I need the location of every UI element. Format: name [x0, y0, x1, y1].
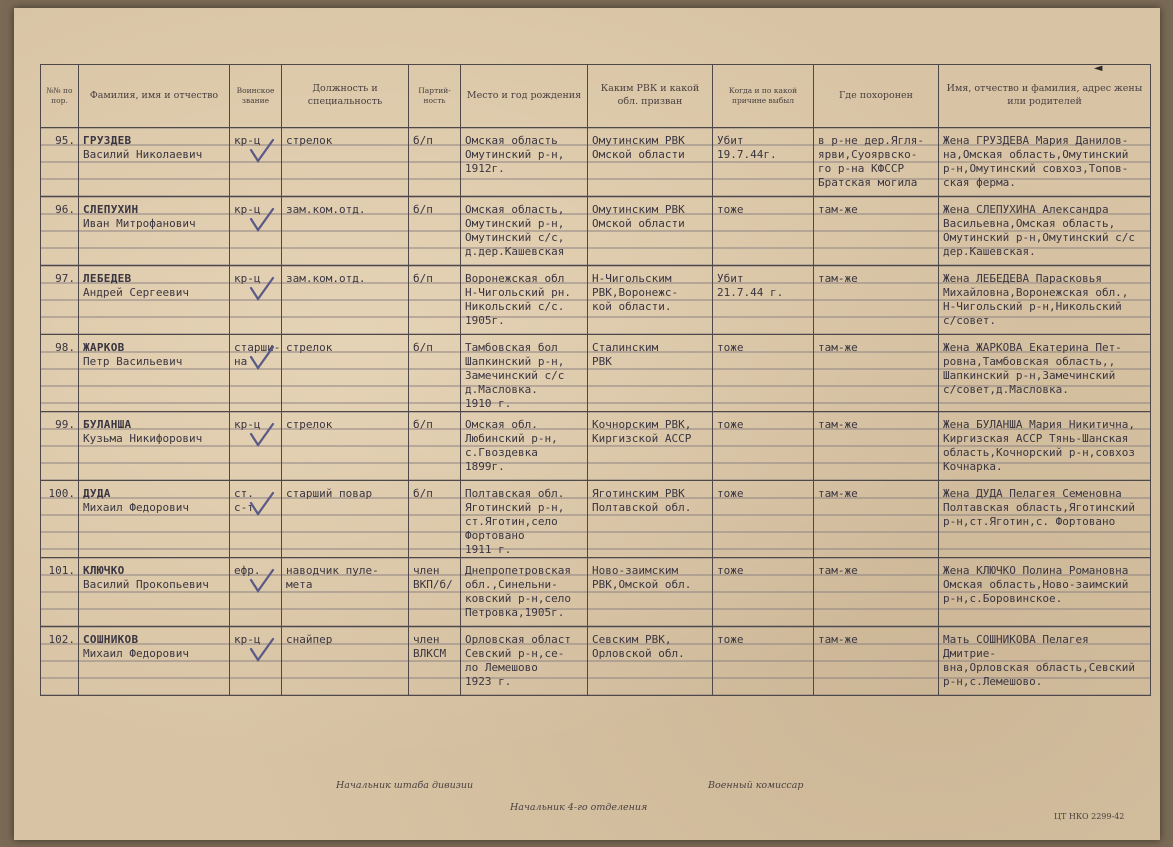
- cell-when-text: тоже: [717, 487, 744, 500]
- given-names: Петр Васильевич: [83, 355, 183, 368]
- footer-dept-chief: Начальник 4-го отделения: [510, 802, 648, 813]
- cell-buried: [814, 627, 939, 696]
- cell-name: [79, 558, 230, 627]
- casualty-register-table: [40, 64, 1151, 696]
- cell-rvk: [588, 558, 713, 627]
- header-party: Партий-ность: [409, 65, 461, 128]
- cell-when-text: тоже: [717, 418, 744, 431]
- table-row: [41, 558, 1151, 627]
- header-num: №№ по пор.: [41, 65, 79, 128]
- surname: СЛЕПУХИН: [83, 203, 139, 216]
- cell-party: [409, 335, 461, 412]
- cell-rank-text: ст. с-т: [234, 487, 254, 514]
- cell-party: [409, 627, 461, 696]
- cell-rank: [230, 266, 282, 335]
- cell-rvk: [588, 266, 713, 335]
- cell-name: [79, 128, 230, 197]
- cell-birth: [461, 558, 588, 627]
- cell-party-text: б/п: [413, 341, 433, 354]
- cell-birth-text: Омская область, Омутинский р-н, Омутинский с/с, д.дер.Кашевская: [465, 203, 565, 258]
- cell-relatives: [939, 197, 1151, 266]
- cell-when-text: тоже: [717, 203, 744, 216]
- cell-num: [41, 266, 79, 335]
- header-rvk: Каким РВК и какой обл. призван: [588, 65, 713, 128]
- cell-position: [282, 335, 409, 412]
- cell-rank: [230, 128, 282, 197]
- cell-rank: [230, 627, 282, 696]
- cell-num-text: 95.: [55, 134, 75, 147]
- surname: БУЛАНША: [83, 418, 132, 431]
- header-birth: Место и год рождения: [461, 65, 588, 128]
- cell-num: [41, 197, 79, 266]
- cell-rank-text: кр-ц: [234, 203, 261, 216]
- cell-when: [713, 558, 814, 627]
- cell-num: [41, 558, 79, 627]
- given-names: Василий Прокопьевич: [83, 578, 209, 591]
- cell-rank-text: кр-ц: [234, 418, 261, 431]
- cell-rvk: [588, 481, 713, 558]
- cell-rvk-text: Н-Чигольским РВК,Воронежс- кой области.: [592, 272, 679, 313]
- given-names: Михаил Федорович: [83, 647, 189, 660]
- cell-position: [282, 481, 409, 558]
- person-name: [79, 481, 229, 515]
- given-names: Василий Николаевич: [83, 148, 203, 161]
- cell-relatives-text: Жена ДУДА Пелагея Семеновна Полтавская область,Яготинский р-н,ст.Яготин,с. Фортовано: [943, 487, 1136, 528]
- cell-num: [41, 627, 79, 696]
- person-name: [79, 266, 229, 300]
- cell-party: [409, 266, 461, 335]
- cell-party: [409, 128, 461, 197]
- cell-num: [41, 481, 79, 558]
- cell-num: [41, 335, 79, 412]
- cell-birth: [461, 266, 588, 335]
- cell-num: [41, 128, 79, 197]
- cell-birth: [461, 335, 588, 412]
- cell-buried: [814, 558, 939, 627]
- cell-birth: [461, 197, 588, 266]
- person-name: [79, 335, 229, 369]
- cell-buried-text: там-же: [818, 487, 858, 500]
- cell-rvk-text: Омутинским РВК Омской области: [592, 203, 685, 230]
- cell-buried: [814, 481, 939, 558]
- cell-buried-text: в р-не дер.Ягля- ярви,Суоярвско- го р-на КФССР Братская могила: [818, 134, 924, 189]
- header-rank: Воинское звание: [230, 65, 282, 128]
- cell-rank-text: старши- на: [234, 341, 281, 368]
- table-row: [41, 128, 1151, 197]
- cell-when-text: тоже: [717, 633, 744, 646]
- cell-position: [282, 266, 409, 335]
- cell-relatives-text: Жена СЛЕПУХИНА Александра Васильевна,Омская область, Омутинский р-н,Омутинский с/с дер.Кашевская.: [943, 203, 1136, 258]
- cell-birth-text: Полтавская обл. Яготинский р-н, ст.Яготин,село Фортовано 1911 г.: [465, 487, 565, 556]
- cell-birth-text: Омская область Омутинский р-н, 1912г.: [465, 134, 565, 175]
- person-name: [79, 627, 229, 661]
- cell-rvk-text: Кочнорским РВК, Киргизской АССР: [592, 418, 692, 445]
- cell-position: [282, 558, 409, 627]
- arrow-mark-icon: ◄: [1094, 60, 1103, 76]
- table-row: [41, 335, 1151, 412]
- header-buried: Где похоронен: [814, 65, 939, 128]
- cell-birth: [461, 128, 588, 197]
- cell-relatives-text: Мать СОШНИКОВА Пелагея Дмитрие- вна,Орловская область,Севский р-н,с.Лемешово.: [943, 633, 1136, 688]
- cell-birth-text: Омская обл. Любинский р-н, с.Гвоздевка 1899г.: [465, 418, 558, 473]
- cell-name: [79, 627, 230, 696]
- cell-buried-text: там-же: [818, 564, 858, 577]
- footer-commissar: Военный комиссар: [708, 780, 804, 791]
- cell-buried-text: там-же: [818, 203, 858, 216]
- cell-relatives-text: Жена ЛЕБЕДЕВА Парасковья Михайловна,Воронежская обл., Н-Чигольский р-н,Никольский с/совет.: [943, 272, 1129, 327]
- table-row: [41, 266, 1151, 335]
- cell-position: [282, 197, 409, 266]
- cell-rank-text: кр-ц: [234, 134, 261, 147]
- cell-rvk-text: Омутинским РВК Омской области: [592, 134, 685, 161]
- cell-position-text: наводчик пуле- мета: [286, 564, 379, 591]
- cell-num-text: 101.: [48, 564, 75, 577]
- cell-rvk: [588, 197, 713, 266]
- cell-buried-text: там-же: [818, 341, 858, 354]
- cell-buried: [814, 335, 939, 412]
- cell-relatives-text: Жена БУЛАНША Мария Никитична, Киргизская АССР Тянь-Шанская область,Кочнорский р-н,совхоз Кочнарка.: [943, 418, 1136, 473]
- cell-buried-text: там-же: [818, 418, 858, 431]
- cell-num-text: 100.: [48, 487, 75, 500]
- cell-rank: [230, 412, 282, 481]
- cell-relatives: [939, 128, 1151, 197]
- cell-position-text: зам.ком.отд.: [286, 272, 366, 285]
- surname: ЖАРКОВ: [83, 341, 125, 354]
- cell-party-text: б/п: [413, 418, 433, 431]
- cell-name: [79, 481, 230, 558]
- cell-name: [79, 197, 230, 266]
- cell-party: [409, 481, 461, 558]
- cell-rvk-text: Ново-заимским РВК,Омской обл.: [592, 564, 692, 591]
- cell-birth-text: Воронежская обл Н-Чигольский рн. Никольский с/с. 1905г.: [465, 272, 571, 327]
- cell-when-text: тоже: [717, 341, 744, 354]
- cell-birth-text: Днепропетровская обл.,Синельни- ковский р-н,село Петровка,1905г.: [465, 564, 571, 619]
- cell-position-text: стрелок: [286, 418, 333, 431]
- person-name: [79, 558, 229, 592]
- cell-when: [713, 335, 814, 412]
- cell-party: [409, 558, 461, 627]
- cell-name: [79, 412, 230, 481]
- surname: ДУДА: [83, 487, 111, 500]
- given-names: Кузьма Никифорович: [83, 432, 203, 445]
- cell-rvk-text: Сталинским РВК: [592, 341, 659, 368]
- cell-relatives-text: Жена ЖАРКОВА Екатерина Пет- ровна,Тамбовская область,, Шапкинский р-н,Замечинский с/совет,д.Масловка.: [943, 341, 1122, 396]
- cell-position: [282, 412, 409, 481]
- surname: ГРУЗДЕВ: [83, 134, 132, 147]
- cell-position-text: зам.ком.отд.: [286, 203, 366, 216]
- cell-rvk: [588, 412, 713, 481]
- surname: СОШНИКОВ: [83, 633, 139, 646]
- cell-birth: [461, 627, 588, 696]
- cell-rank-text: кр-ц: [234, 272, 261, 285]
- table-row: [41, 412, 1151, 481]
- cell-position-text: старший повар: [286, 487, 373, 500]
- cell-buried-text: там-же: [818, 272, 858, 285]
- cell-rvk-text: Яготинским РВК Полтавской обл.: [592, 487, 692, 514]
- cell-buried-text: там-же: [818, 633, 858, 646]
- cell-when: [713, 412, 814, 481]
- cell-birth: [461, 481, 588, 558]
- cell-num-text: 96.: [55, 203, 75, 216]
- header-when: Когда и по какой причине выбыл: [713, 65, 814, 128]
- cell-num-text: 102.: [48, 633, 75, 646]
- cell-rank-text: кр-ц: [234, 633, 261, 646]
- surname: ЛЕБЕДЕВ: [83, 272, 132, 285]
- cell-relatives: [939, 481, 1151, 558]
- cell-party: [409, 197, 461, 266]
- given-names: Иван Митрофанович: [83, 217, 196, 230]
- document-sheet: [14, 8, 1160, 840]
- cell-buried: [814, 266, 939, 335]
- header-relatives: Имя, отчество и фамилия, адрес жены или родителей: [939, 65, 1151, 128]
- cell-relatives: [939, 335, 1151, 412]
- cell-rvk: [588, 128, 713, 197]
- table-row: [41, 197, 1151, 266]
- cell-relatives: [939, 412, 1151, 481]
- cell-buried: [814, 197, 939, 266]
- cell-when-text: Убит 21.7.44 г.: [717, 272, 784, 299]
- cell-rvk: [588, 627, 713, 696]
- cell-relatives: [939, 266, 1151, 335]
- cell-birth-text: Тамбовская бол Шапкинский р-н, Замечинский с/с д.Масловка. 1910 г.: [465, 341, 565, 410]
- cell-relatives-text: Жена ГРУЗДЕВА Мария Данилов- на,Омская область,Омутинский р-н,Омутинский совхоз,Топов- ская ферма.: [943, 134, 1129, 189]
- cell-rvk: [588, 335, 713, 412]
- cell-position-text: снайпер: [286, 633, 333, 646]
- table-row: [41, 481, 1151, 558]
- cell-birth: [461, 412, 588, 481]
- cell-rank: [230, 197, 282, 266]
- cell-position-text: стрелок: [286, 341, 333, 354]
- person-name: [79, 197, 229, 231]
- header-position: Должность и специальность: [282, 65, 409, 128]
- cell-birth-text: Орловская област Севский р-н,се- ло Лемешово 1923 г.: [465, 633, 571, 688]
- cell-party: [409, 412, 461, 481]
- cell-party-text: б/п: [413, 272, 433, 285]
- cell-rvk-text: Севским РВК, Орловской обл.: [592, 633, 685, 660]
- cell-name: [79, 335, 230, 412]
- cell-num: [41, 412, 79, 481]
- cell-when: [713, 627, 814, 696]
- footer-printer-mark: ЦТ НКО 2299-42: [1054, 812, 1125, 821]
- cell-num-text: 97.: [55, 272, 75, 285]
- cell-buried: [814, 412, 939, 481]
- cell-relatives: [939, 627, 1151, 696]
- cell-party-text: б/п: [413, 134, 433, 147]
- cell-num-text: 98.: [55, 341, 75, 354]
- cell-party-text: б/п: [413, 203, 433, 216]
- cell-party-text: б/п: [413, 487, 433, 500]
- cell-rank: [230, 481, 282, 558]
- cell-position-text: стрелок: [286, 134, 333, 147]
- cell-when: [713, 197, 814, 266]
- cell-position: [282, 627, 409, 696]
- cell-when: [713, 128, 814, 197]
- header-row: [41, 65, 1151, 128]
- cell-relatives: [939, 558, 1151, 627]
- given-names: Михаил Федорович: [83, 501, 189, 514]
- cell-party-text: член ВЛКСМ: [413, 633, 447, 660]
- surname: КЛЮЧКО: [83, 564, 125, 577]
- cell-buried: [814, 128, 939, 197]
- cell-position: [282, 128, 409, 197]
- cell-rank: [230, 558, 282, 627]
- person-name: [79, 128, 229, 162]
- cell-relatives-text: Жена КЛЮЧКО Полина Романовна Омская область,Ново-заимский р-н,с.Боровинское.: [943, 564, 1129, 605]
- footer-chief-of-staff: Начальник штаба дивизии: [336, 780, 474, 791]
- cell-when-text: Убит 19.7.44г.: [717, 134, 777, 161]
- cell-when: [713, 481, 814, 558]
- cell-num-text: 99.: [55, 418, 75, 431]
- cell-when: [713, 266, 814, 335]
- cell-rank: [230, 335, 282, 412]
- cell-when-text: тоже: [717, 564, 744, 577]
- cell-party-text: член ВКП/б/: [413, 564, 453, 591]
- person-name: [79, 412, 229, 446]
- table-row: [41, 627, 1151, 696]
- cell-name: [79, 266, 230, 335]
- header-name: Фамилия, имя и отчество: [79, 65, 230, 128]
- given-names: Андрей Сергеевич: [83, 286, 189, 299]
- cell-rank-text: ефр.: [234, 564, 261, 577]
